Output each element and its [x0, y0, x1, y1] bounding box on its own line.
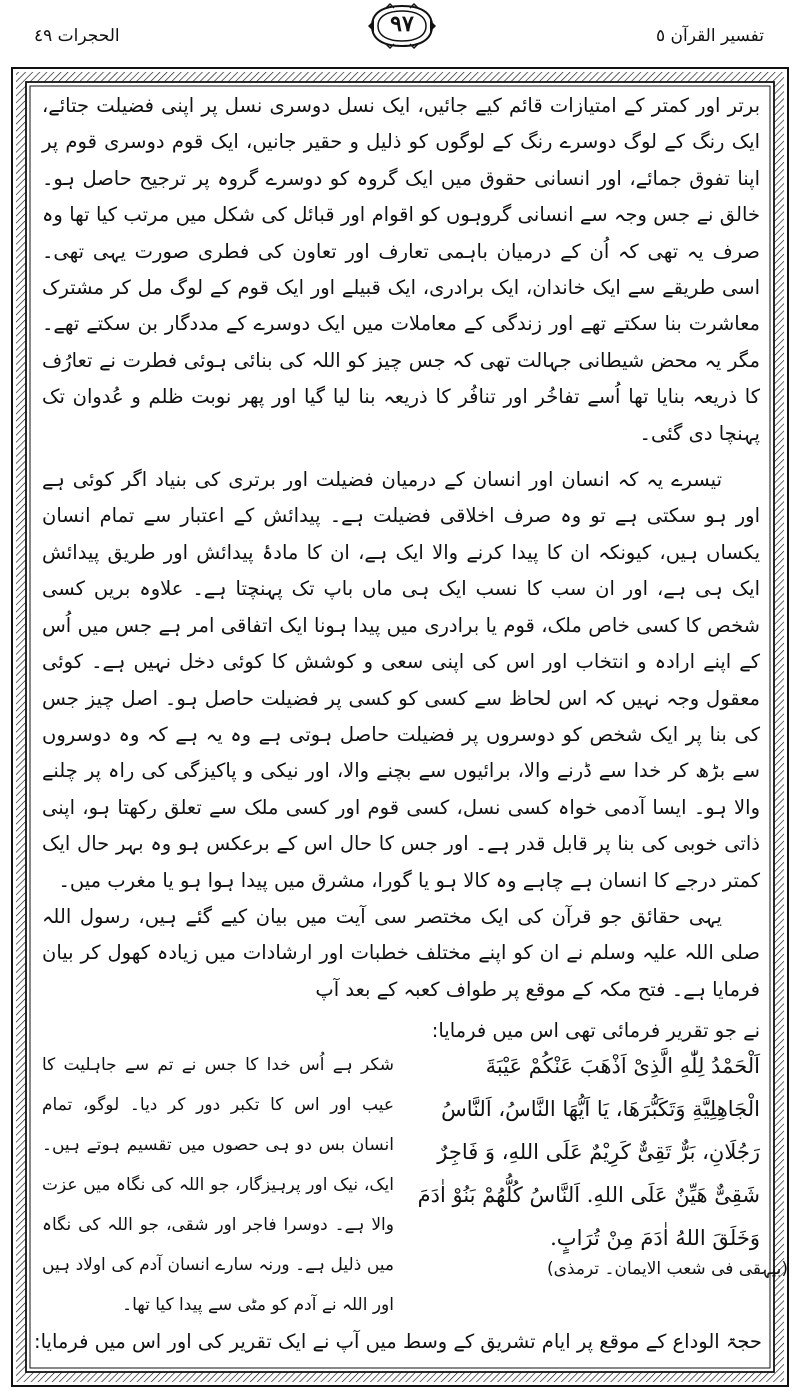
- hadith-intro: نے جو تقریر فرمائی تھی اس میں فرمایا:: [431, 1019, 760, 1043]
- arabic-line: الْجَاهِلِیَّةِ وَتَكَبُّرَهَا، یَا اَیُّهَا النَّاسُ، اَلنَّاسُ: [441, 1097, 760, 1121]
- arabic-line: اَلْحَمْدُ لِلّٰهِ الَّذِیْ اَذْهَبَ عَنْكُمْ عَیْبَةَ: [485, 1054, 760, 1078]
- page-header: [0, 0, 800, 62]
- urdu-translation: شکر ہے اُس خدا کا جس نے تم سے جاہلیت کا عیب اور اس کا تکبر دور کر دیا۔ لوگو، تمام انسان بس دو ہی حصوں میں تقسیم ہوتے ہیں۔ ایک، نیک اور پرہیزگار، جو اللہ کی نگاہ میں عزت والا ہے۔ دوسرا فاجر اور شقی، جو اللہ کی نگاہ میں ذلیل ہے۔ ورنہ سارے انسان آدم کی اولاد ہیں اور اللہ نے آدم کو مٹی سے پیدا کیا تھا۔: [42, 1055, 394, 1315]
- hadith-section: [42, 1045, 760, 1315]
- page-number-badge: [366, 2, 438, 50]
- paragraph-3: یہی حقائق جو قرآن کی ایک مختصر سی آیت میں بیان کیے گئے ہیں، رسول اللہ صلی اللہ علیہ وسلم نے ان کو اپنے مختلف خطبات اور ارشادات میں زیادہ کھول کر بیان فرمایا ہے۔ فتح مکہ کے موقع پر طواف کعبہ کے بعد آپ: [42, 904, 760, 1001]
- closing-line: حجۃ الوداع کے موقع پر ایام تشریق کے وسط میں آپ نے ایک تقریر کی اور اس میں فرمایا:: [34, 1330, 762, 1353]
- arabic-line: شَقِیٌّ هَیِّنٌ عَلَى اللهِ. اَلنَّاسُ كُلُّهُمْ بَنُوْ اٰدَمَ: [417, 1183, 760, 1207]
- page-number: ٩٧: [390, 11, 414, 37]
- arabic-hadith-text: [414, 1045, 760, 1260]
- main-content: [42, 88, 760, 1048]
- surah-reference: الحجرات ٤٩: [34, 26, 120, 46]
- hadith-reference: (بیہقی فی شعب الایمان۔ ترمذی): [547, 1259, 788, 1279]
- book-title: تفسیر القرآن ٥: [655, 26, 764, 46]
- arabic-line: رَجُلَانِ، بَرٌّ تَقِیٌّ كَرِیْمٌ عَلَى اللهِ، وَ فَاجِرٌ: [437, 1140, 760, 1164]
- paragraph-1: برتر اور کمتر کے امتیازات قائم کیے جائیں، ایک نسل دوسری نسل پر اپنی فضیلت جتائے، ایک رنگ کے لوگ دوسرے رنگ کے لوگوں کو ذلیل و حقیر جانیں، ایک قوم دوسری قوم پر اپنا تفوق جمائے، اور انسانی حقوق میں ایک گروہ کو دوسرے گروہ پر ترجیح حاصل ہو۔ خالق نے جس وجہ سے انسانی گروہوں کو اقوام اور قبائل کی شکل میں مرتب کیا تھا وہ صرف یہ تھی کہ اُن کے درمیان باہمی تعارف اور تعاون کی فطری صورت یہی تھی۔ اسی طریقے سے ایک خاندان، ایک برادری، ایک قبیلے اور ایک قوم کے لوگ مل کر مشترک معاشرت بنا سکتے تھے اور زندگی کے معاملات میں ایک دوسرے کے مددگار بن سکتے تھے۔ مگر یہ محض شیطانی جہالت تھی کہ جس چیز کو اللہ کی بنائی ہوئی فطرت نے تعارُف کا ذریعہ بنایا تھا اُسے تفاخُر اور تنافُر کا ذریعہ بنا لیا گیا اور پھر نوبت ظلم و عُدوان تک پہنچا دی گئی۔: [42, 94, 760, 445]
- arabic-line: وَخَلَقَ اللهُ اٰدَمَ مِنْ تُرَابٍ.: [550, 1226, 760, 1250]
- paragraph-2: تیسرے یہ کہ انسان اور انسان کے درمیان فضیلت اور برتری کی بنیاد اگر کوئی ہے اور ہو سکتی ہے تو وہ صرف اخلاقی فضیلت ہے۔ پیدائش کے اعتبار سے تمام انسان یکساں ہیں، کیونکہ ان کا پیدا کرنے والا ایک ہے، ان کا مادۂ پیدائش اور طریق پیدائش ایک ہی ہے، اور ان سب کا نسب ایک ہی ماں باپ تک پہنچتا ہے۔ علاوہ بریں کسی شخص کا کسی خاص ملک، قوم یا برادری میں پیدا ہونا ایک اتفاقی امر ہے جس میں اُس کے اپنے ارادہ و انتخاب اور اس کی اپنی سعی و کوشش کا کوئی دخل نہیں ہے۔ کوئی معقول وجہ نہیں کہ اس لحاظ سے کسی کو کسی پر فضیلت حاصل ہو۔ اصل چیز جس کی بنا پر ایک شخص کو دوسروں پر فضیلت حاصل ہوتی ہے وہ یہ ہے کہ وہ دوسروں سے بڑھ کر خدا سے ڈرنے والا، برائیوں سے بچنے والا، اور نیکی و پاکیزگی کی راہ پر چلنے والا ہو۔ ایسا آدمی خواہ کسی نسل، کسی قوم اور کسی ملک سے تعلق رکھتا ہو، اپنی ذاتی خوبی کی بنا پر قابل قدر ہے۔ اور جس کا حال اس کے برعکس ہو وہ بہر حال ایک کمتر درجے کا انسان ہے چاہے وہ کالا ہو یا گورا، مشرق میں پیدا ہوا ہو یا مغرب میں۔: [42, 468, 760, 892]
